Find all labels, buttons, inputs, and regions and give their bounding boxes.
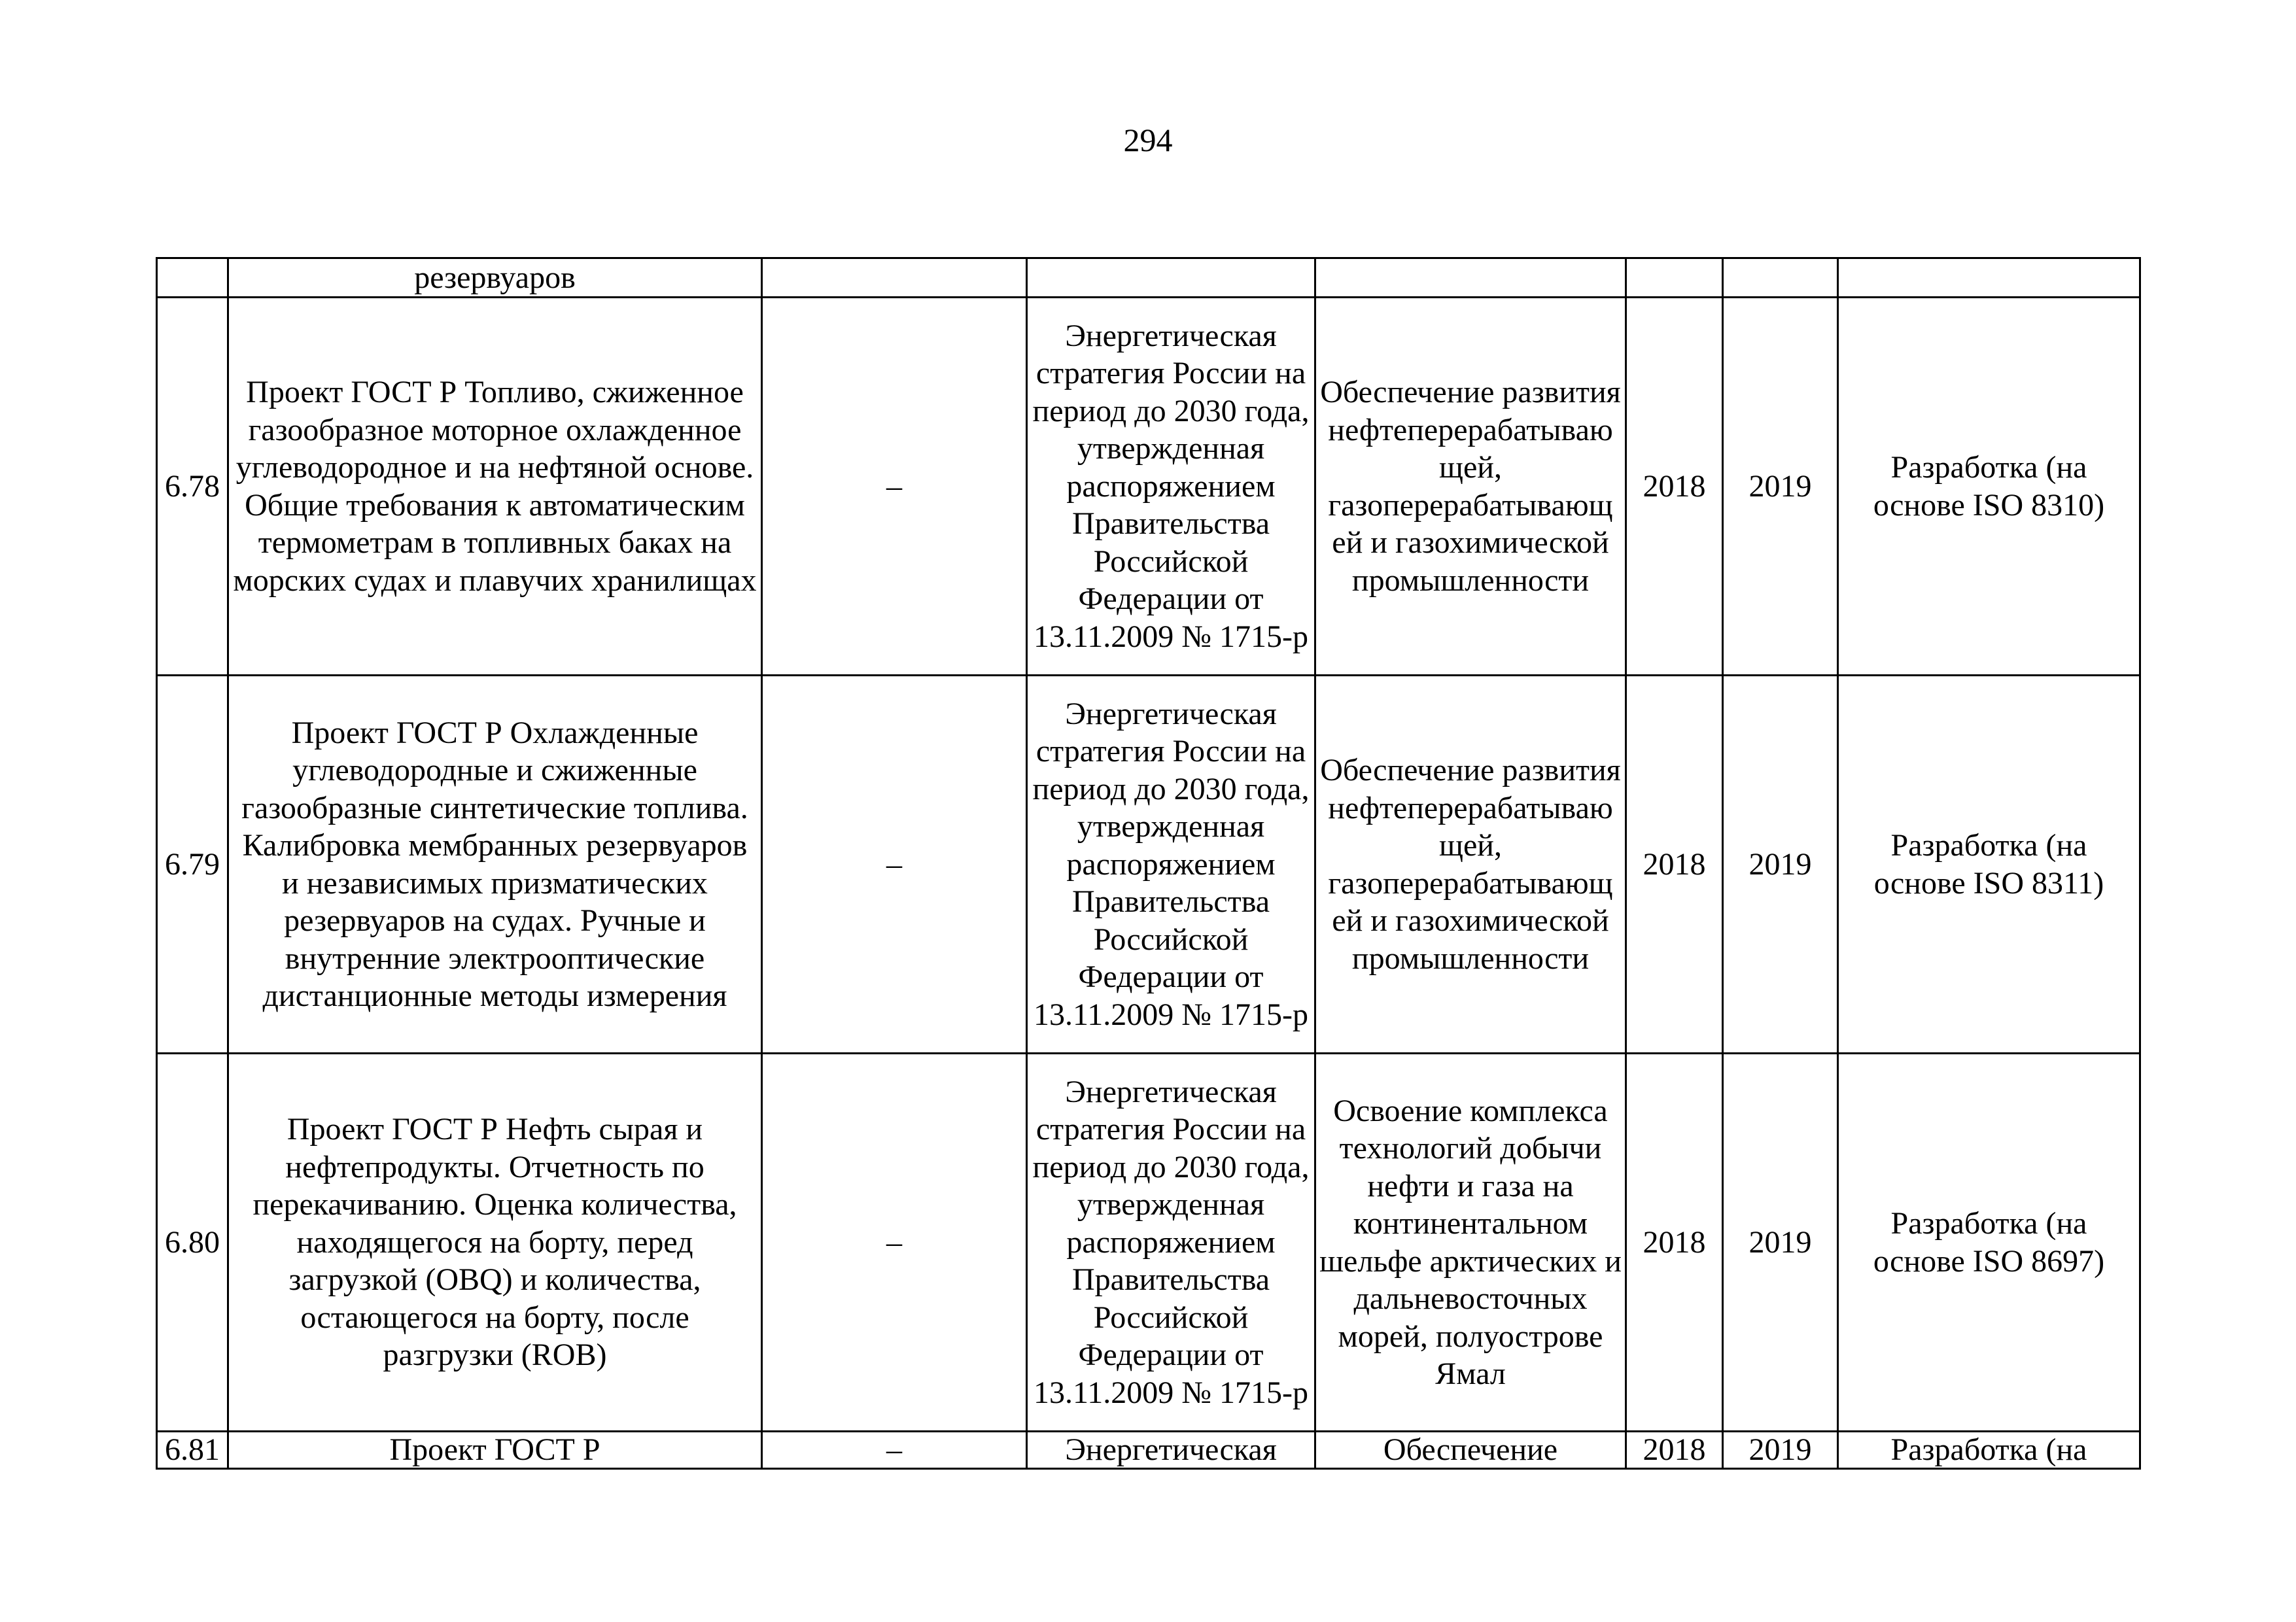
cell-col3: – [762,1432,1027,1469]
table-row [157,676,2140,1054]
cell-basis: Энергетическая стратегия России на период до 2030 года, утвержденная распоряжением Правительства Российской Федерации от 13.11.2009 № 1715-р [1027,1054,1315,1432]
page-number: 294 [1123,122,1173,158]
table-row [157,1432,2140,1469]
cell-goal [1315,258,1626,298]
cell-document: резервуаров [228,258,762,298]
cell-goal: Обеспечение развития нефтеперерабатываю щей, газоперерабатывающ ей и газохимической промышленности [1315,298,1626,676]
table-row [157,1054,2140,1432]
standards-plan-table [156,257,2141,1470]
cell-num: 6.79 [157,676,228,1054]
cell-end-year: 2019 [1723,1054,1838,1432]
cell-basis: Энергетическая стратегия России на период до 2030 года, утвержденная распоряжением Правительства Российской Федерации от 13.11.2009 № 1715-р [1027,298,1315,676]
cell-goal: Освоение комплекса технологий добычи нефти и газа на континентальном шельфе арктических и дальневосточных морей, полуострове Ямал [1315,1054,1626,1432]
cell-end-year: 2019 [1723,298,1838,676]
cell-document: Проект ГОСТ Р Топливо, сжиженное газообразное моторное охлажденное углеводородное и на нефтяной основе. Общие требования к автоматическим термометрам в топливных баках на морских судах и плавучих хранилищах [228,298,762,676]
cell-note: Разработка (на основе ISO 8697) [1838,1054,2140,1432]
cell-end-year: 2019 [1723,1432,1838,1469]
cell-note [1838,258,2140,298]
cell-num: 6.81 [157,1432,228,1469]
cell-end-year: 2019 [1723,676,1838,1054]
cell-col3: – [762,1054,1027,1432]
cell-document: Проект ГОСТ Р Охлажденные углеводородные и сжиженные газообразные синтетические топлива. Калибровка мембранных резервуаров и независимых призматических резервуаров на судах. Ручные и внутренние электрооптические дистанционные методы измерения [228,676,762,1054]
cell-start-year: 2018 [1626,1054,1723,1432]
cell-goal: Обеспечение развития нефтеперерабатываю щей, газоперерабатывающ ей и газохимической промышленности [1315,676,1626,1054]
cell-num: 6.80 [157,1054,228,1432]
cell-col3 [762,258,1027,298]
cell-basis: Энергетическая стратегия России на период до 2030 года, утвержденная распоряжением Правительства Российской Федерации от 13.11.2009 № 1715-р [1027,676,1315,1054]
cell-start-year: 2018 [1626,1432,1723,1469]
table-row-continued [157,258,2140,298]
cell-basis [1027,258,1315,298]
cell-col3: – [762,298,1027,676]
cell-document: Проект ГОСТ Р [228,1432,762,1469]
cell-start-year [1626,258,1723,298]
cell-basis: Энергетическая [1027,1432,1315,1469]
cell-start-year: 2018 [1626,298,1723,676]
table-row [157,298,2140,676]
cell-document: Проект ГОСТ Р Нефть сырая и нефтепродукты. Отчетность по перекачиванию. Оценка количества, находящегося на борту, перед загрузкой (OBQ) и количества, остающегося на борту, после разгрузки (ROB) [228,1054,762,1432]
cell-num: 6.78 [157,298,228,676]
cell-col3: – [762,676,1027,1054]
cell-note: Разработка (на основе ISO 8311) [1838,676,2140,1054]
cell-note: Разработка (на основе ISO 8310) [1838,298,2140,676]
cell-num [157,258,228,298]
cell-goal: Обеспечение [1315,1432,1626,1469]
cell-start-year: 2018 [1626,676,1723,1054]
cell-end-year [1723,258,1838,298]
cell-note: Разработка (на [1838,1432,2140,1469]
